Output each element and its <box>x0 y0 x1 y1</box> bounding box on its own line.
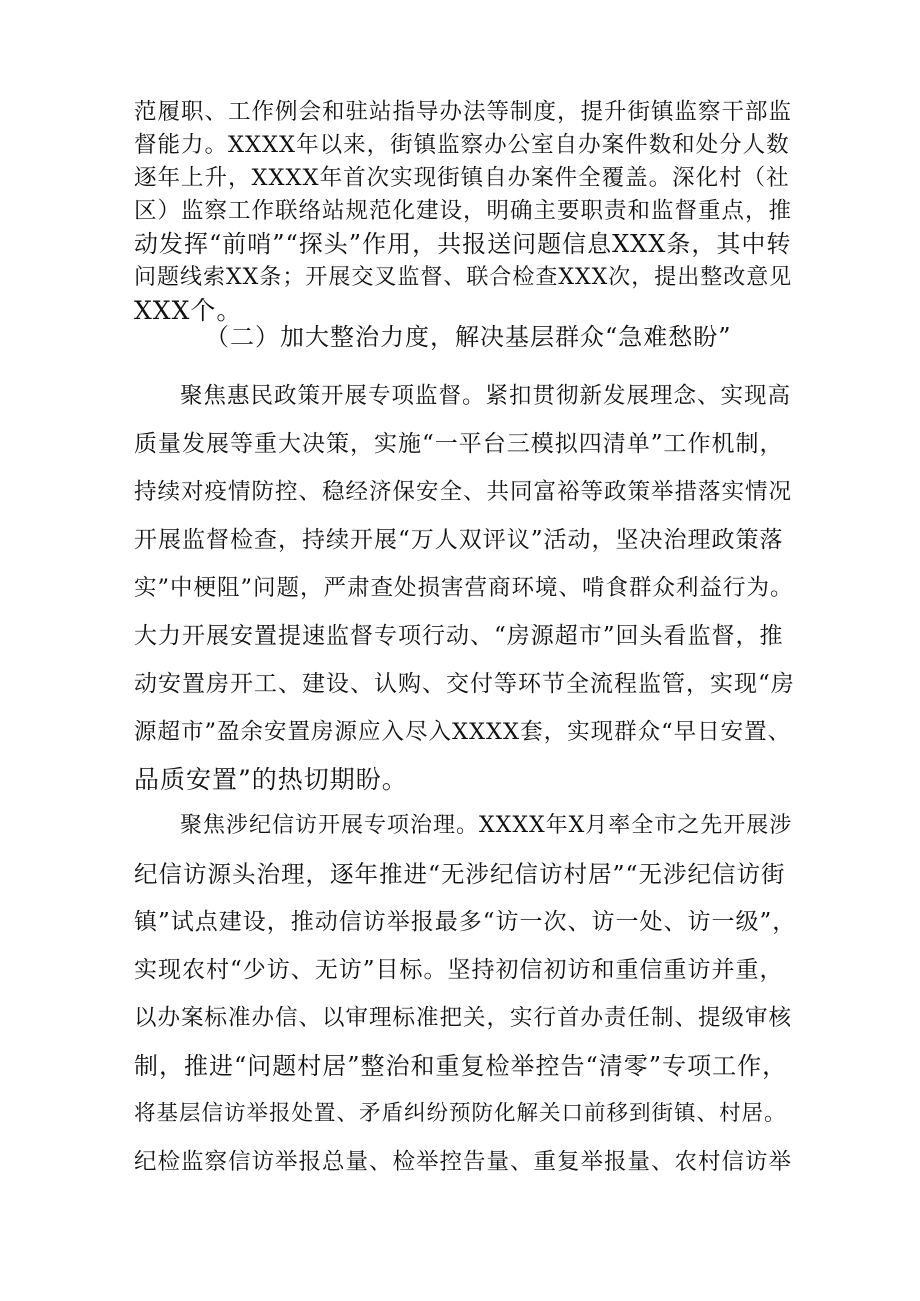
paragraph-line: 持续对疫情防控、稳经济保安全、共同富裕等政策举措落实情况 <box>134 479 793 505</box>
paragraph-2 <box>134 372 796 804</box>
paragraph-line: 以办案标准办信、以审理标准把关，实行首办责任制、提级审核 <box>134 1005 793 1031</box>
paragraph-line: 聚焦涉纪信访开展专项治理。XXXX年X月率全市之先开展涉 <box>180 813 793 838</box>
paragraph-line: 实现农村“少访、无访”目标。坚持初信初访和重信重访并重， <box>134 957 784 983</box>
paragraph-line: 镇”试点建设，推动信访举报最多“访一次、访一处、访一级”， <box>134 909 797 935</box>
paragraph-line: XXX个。 <box>134 296 243 325</box>
paragraph-line: 问题线索XX条；开展交叉监督、联合检查XXX次，提出整改意见 <box>134 265 793 290</box>
paragraph-line: 品质安置”的热切期盼。 <box>134 765 408 794</box>
paragraph-line: 制，推进“问题村居”整治和重复检举控告“清零”专项工作， <box>134 1052 788 1080</box>
paragraph-line: 开展监督检查，持续开展“万人双评议”活动，坚决治理政策落 <box>134 527 784 553</box>
section-heading: （二）加大整治力度，解决基层群众“急难愁盼” <box>205 323 732 351</box>
paragraph-line: 纪检监察信访举报总量、检举控告量、重复举报量、农村信访举 <box>134 1149 793 1175</box>
paragraph-line: 动安置房开工、建设、认购、交付等环节全流程监管，实现“房 <box>134 671 795 697</box>
paragraph-line: 质量发展等重大决策，实施“一平台三模拟四清单”工作机制， <box>134 431 784 457</box>
paragraph-line: 逐年上升，XXXX年首次实现街镇自办案件全覆盖。深化村（社 <box>134 165 790 191</box>
paragraph-line: 区）监察工作联络站规范化建设，明确主要职责和监督重点，推 <box>134 198 793 224</box>
paragraph-3 <box>134 802 796 1186</box>
paragraph-line: 纪信访源头治理，逐年推进“无涉纪信访村居”“无涉纪信访街 <box>134 860 786 888</box>
paragraph-line: 范履职、工作例会和驻站指导办法等制度，提升街镇监察干部监 <box>134 99 793 125</box>
paragraph-line: 源超市”盈余安置房源应入尽入XXXX套，实现群众“早日安置、 <box>134 719 792 745</box>
paragraph-1 <box>134 96 796 327</box>
paragraph-line: 动发挥“前哨”“探头”作用，共报送问题信息XXX条，其中转 <box>134 230 792 258</box>
paragraph-line: 大力开展安置提速监督专项行动、“房源超市”回头看监督，推 <box>134 623 784 649</box>
paragraph-line: 聚焦惠民政策开展专项监督。紧扣贯彻新发展理念、实现高 <box>180 383 792 409</box>
paragraph-line: 将基层信访举报处置、矛盾纠纷预防化解关口前移到街镇、村居。 <box>134 1101 787 1126</box>
paragraph-line: 督能力。XXXX年以来，街镇监察办公室自办案件数和处分人数 <box>134 132 790 158</box>
paragraph-line: 实”中梗阻”问题，严肃查处损害营商环境、啃食群众利益行为。 <box>134 575 794 601</box>
